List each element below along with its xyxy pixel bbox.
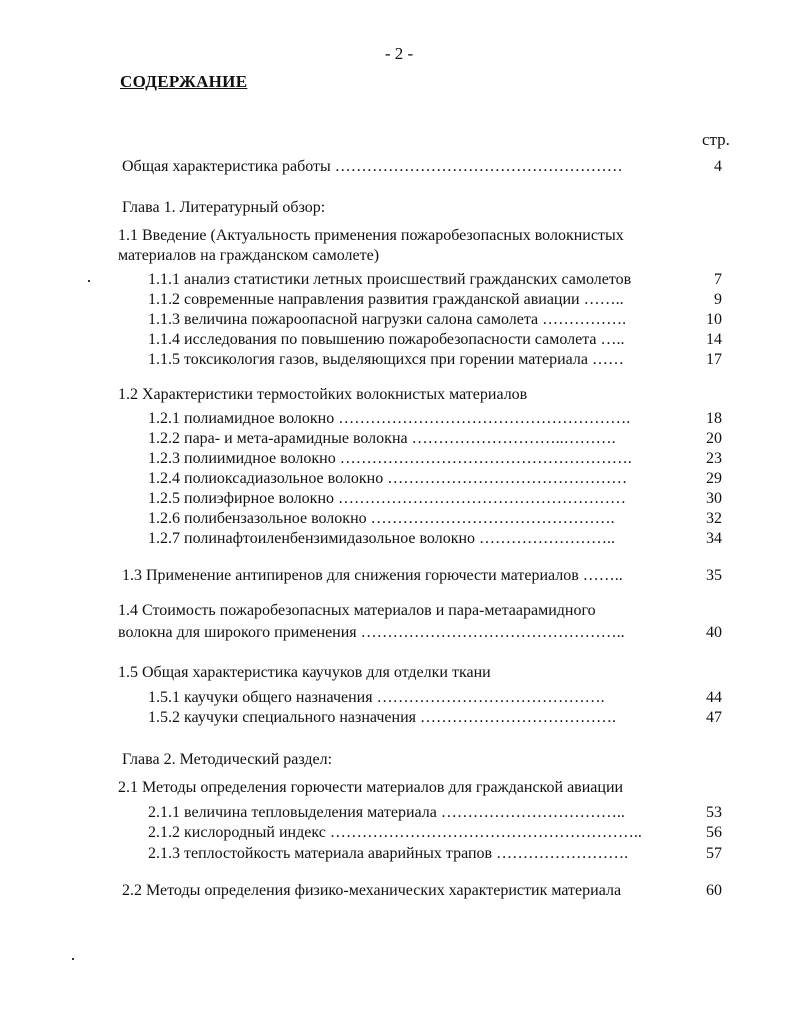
toc-entry-text: 1.1.5 токсикология газов, выделяющихся при горении материала …… [148, 351, 624, 368]
toc-entry-text: 2.1.3 теплостойкость материала аварийных трапов ……………………. [148, 845, 629, 862]
toc-entry [0, 687, 798, 709]
toc-entry-text: 1.2.2 пара- и мета-арамидные волокна ………………………..………. [148, 430, 616, 447]
toc-entry-text: 1.1.2 современные направления развития гражданской авиации …….. [148, 291, 624, 308]
toc-entry-text: 1.2.4 полиоксадиазольное волокно ……………………………………… [148, 470, 628, 487]
toc-entry-page: 60 [706, 882, 722, 899]
toc-entry-text: 2.1 Методы определения горючести материалов для гражданской авиации [118, 779, 624, 796]
toc-entry [0, 600, 798, 622]
toc-entry-page: 34 [706, 530, 722, 547]
toc-entry-page: 44 [706, 689, 722, 706]
toc-entry [0, 565, 798, 587]
toc-entry [0, 777, 798, 799]
toc-entry-page: 53 [706, 804, 722, 821]
toc-entry-page: 30 [706, 490, 722, 507]
toc-entry-text: 1.4 Стоимость пожаробезопасных материалов и пара-метаарамидного [118, 602, 596, 619]
toc-entry-page: 9 [714, 291, 722, 308]
toc-entry [0, 662, 798, 684]
page-column-label: стр. [702, 130, 730, 149]
toc-entry [0, 428, 798, 450]
toc-entry-text: 1.2.6 полибензазольное волокно ………………………………………. [148, 510, 615, 527]
toc-entry [0, 468, 798, 490]
page-number: - 2 - [384, 44, 414, 63]
toc-entry-page: 47 [706, 709, 722, 726]
toc-entry [0, 349, 798, 371]
toc-entry [0, 156, 798, 178]
toc-entry-page: 17 [706, 351, 722, 368]
toc-entry-text: 2.1.2 кислородный индекс ………………………………………………….. [148, 824, 642, 841]
toc-entry [0, 269, 798, 291]
toc-entry [0, 622, 798, 644]
toc-entry [0, 822, 798, 844]
toc-entry-page: 57 [706, 845, 722, 862]
toc-entry [0, 289, 798, 311]
toc-entry-text: 1.2.3 полиимидное волокно ………………………………………………. [148, 450, 632, 467]
toc-entry [0, 384, 798, 406]
toc-entry-text: 2.2 Методы определения физико-механических характеристик материала [122, 882, 622, 899]
toc-entry [0, 802, 798, 824]
toc-entry-page: 32 [706, 510, 722, 527]
toc-entry-text: 1.5.1 каучуки общего назначения ……………………………………. [148, 689, 605, 706]
toc-entry-page: 10 [706, 311, 722, 328]
toc-entry-page: 18 [706, 410, 722, 427]
toc-entry-text: 1.3 Применение антипиренов для снижения горючести материалов …….. [122, 567, 623, 584]
toc-entry [0, 488, 798, 510]
toc-entry-text: 1.5.2 каучуки специального назначения ………………………………. [148, 709, 616, 726]
toc-entry-text: 1.2.7 полинафтоиленбензимидазольное волокно …………………….. [148, 530, 616, 547]
toc-entry [0, 225, 798, 247]
toc-entry [0, 508, 798, 530]
toc-entry-text: Общая характеристика работы ……………………………………………… [122, 158, 623, 175]
toc-entry-page: 20 [706, 430, 722, 447]
toc-entry-text: волокна для широкого применения ………………………………………….. [118, 624, 625, 641]
toc-entry-page: 14 [706, 331, 722, 348]
toc-entry [0, 843, 798, 865]
toc-entry [0, 749, 798, 771]
toc-entry [0, 245, 798, 267]
toc-entry [0, 197, 798, 219]
toc-entry-text: 1.1.3 величина пожароопасной нагрузки салона самолета ……………. [148, 311, 627, 328]
toc-entry-page: 29 [706, 470, 722, 487]
toc-entry-text: материалов на гражданском самолете) [118, 247, 380, 264]
toc-entry-text: 1.2.1 полиамидное волокно ………………………………………………. [148, 410, 631, 427]
toc-entry-text: 1.1.4 исследования по повышению пожаробезопасности самолета ….. [148, 331, 625, 348]
toc-entry [0, 329, 798, 351]
toc-entry-page: 35 [706, 567, 722, 584]
toc-entry [0, 707, 798, 729]
toc-entry-text: 1.5 Общая характеристика каучуков для отделки ткани [118, 664, 491, 681]
toc-entry-text: 1.1 Введение (Актуальность применения пожаробезопасных волокнистых [118, 227, 624, 244]
toc-entry-text: 1.2 Характеристики термостойких волокнистых материалов [118, 386, 528, 403]
toc-entry-text: 1.1.1 анализ статистики летных происшествий гражданских самолетов [148, 271, 632, 288]
toc-entry-page: 4 [714, 158, 722, 175]
scan-speck [88, 280, 90, 282]
toc-entry-text: Глава 2. Методический раздел: [122, 751, 333, 768]
toc-entry-text: 1.2.5 полиэфирное волокно ……………………………………………… [148, 490, 627, 507]
toc-entry-text: 2.1.1 величина тепловыделения материала …………………………….. [148, 804, 625, 821]
toc-entry-page: 7 [714, 271, 722, 288]
page-title: СОДЕРЖАНИЕ [120, 72, 248, 91]
scan-speck [72, 958, 74, 960]
toc-entry [0, 408, 798, 430]
toc-entry-text: Глава 1. Литературный обзор: [122, 199, 326, 216]
toc-entry-page: 56 [706, 824, 722, 841]
toc-entry [0, 448, 798, 470]
toc-entry-page: 23 [706, 450, 722, 467]
toc-entry [0, 528, 798, 550]
toc-entry [0, 309, 798, 331]
toc-entry-page: 40 [706, 624, 722, 641]
toc-entry [0, 880, 798, 902]
